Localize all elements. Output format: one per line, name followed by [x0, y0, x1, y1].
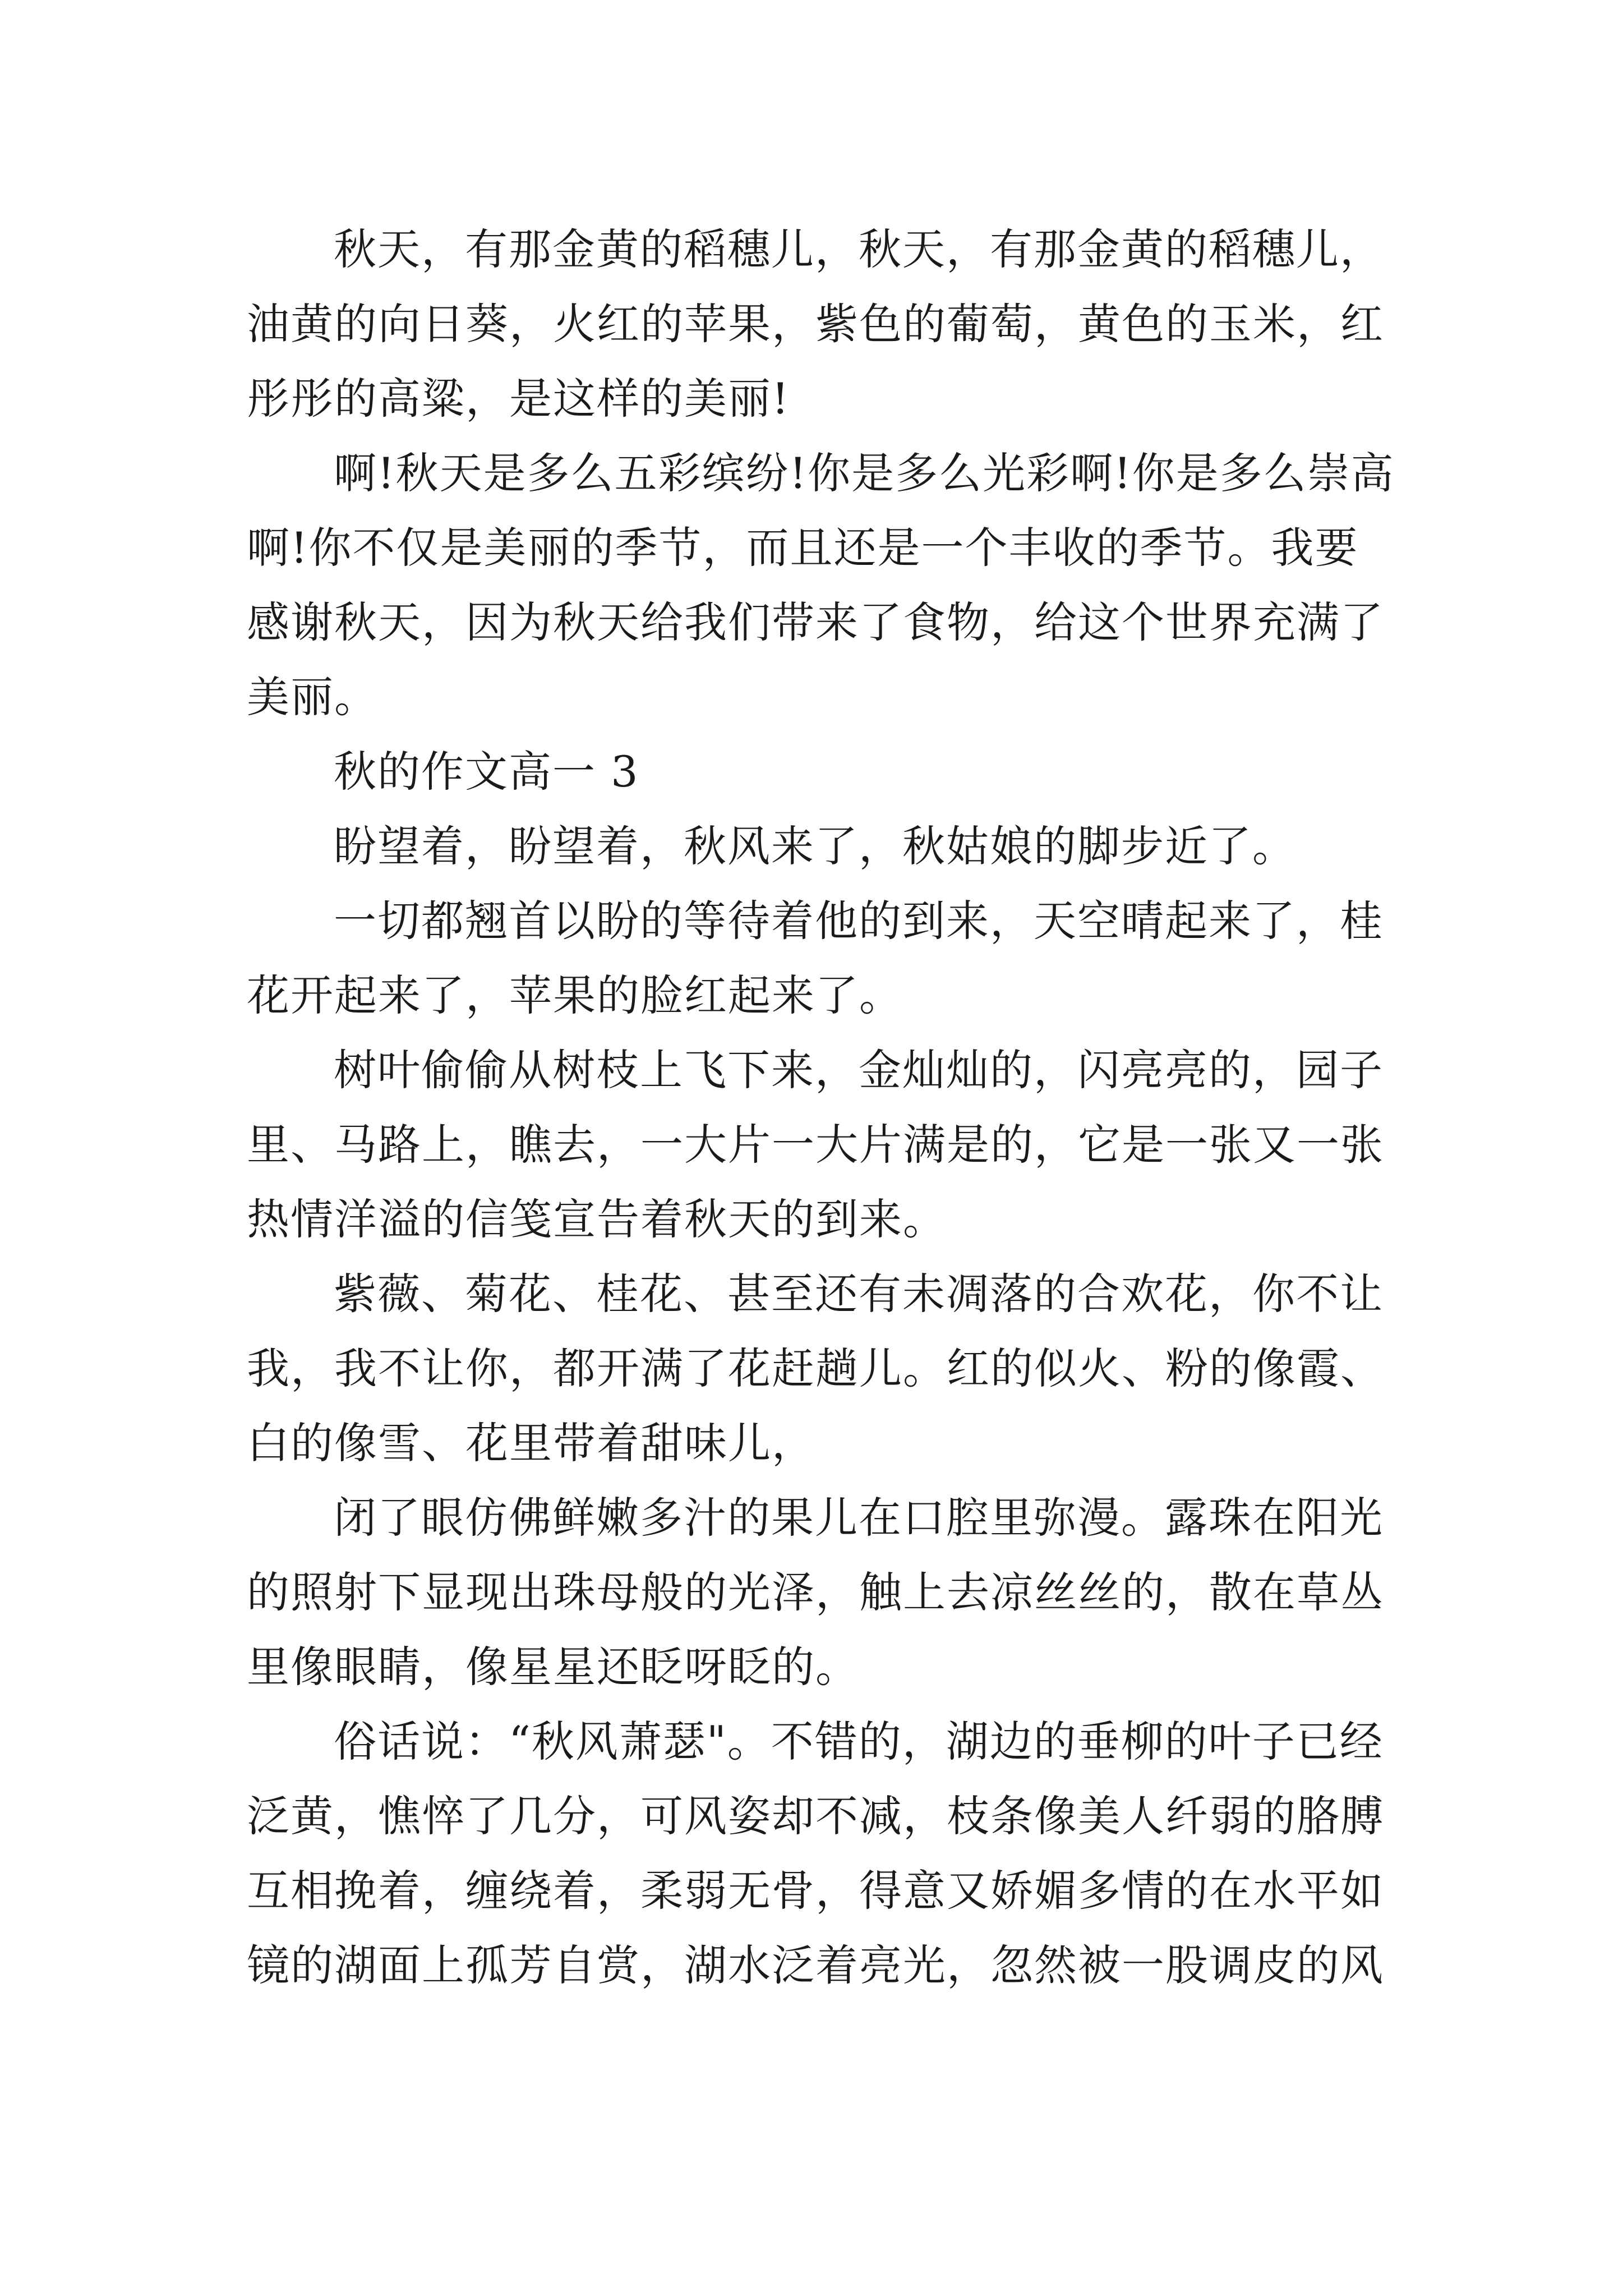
- paragraph-6: 紫薇、菊花、桂花、甚至还有未凋落的合欢花，你不让我，我不让你，都开满了花赶趟儿。红的似火、粉的像霞、白的像雪、花里带着甜味儿，: [247, 1269, 1384, 1468]
- section-heading: 秋的作文高一 3: [334, 747, 639, 797]
- paragraph-3: 盼望着，盼望着，秋风来了，秋姑娘的脚步近了。: [334, 821, 1296, 871]
- essay-body: [247, 212, 1396, 2003]
- paragraph-1: 秋天，有那金黄的稻穗儿，秋天，有那金黄的稻穗儿，油黄的向日葵，火红的苹果，紫色的葡萄，黄色的玉米，红彤彤的高粱，是这样的美丽!: [247, 224, 1384, 424]
- paragraph-4: 一切都翘首以盼的等待着他的到来，天空晴起来了，桂花开起来了，苹果的脸红起来了。: [247, 896, 1384, 1020]
- paragraph-5: 树叶偷偷从树枝上飞下来，金灿灿的，闪亮亮的，园子里、马路上，瞧去，一大片一大片满是的，它是一张又一张热情洋溢的信笺宣告着秋天的到来。: [247, 1045, 1384, 1244]
- paragraph-7: 闭了眼仿佛鲜嫩多汁的果儿在口腔里弥漫。露珠在阳光的照射下显现出珠母般的光泽，触上去凉丝丝的，散在草丛里像眼睛，像星星还眨呀眨的。: [247, 1493, 1384, 1692]
- paragraph-2: 啊!秋天是多么五彩缤纷!你是多么光彩啊!你是多么崇高啊!你不仅是美丽的季节，而且还是一个丰收的季节。我要感谢秋天，因为秋天给我们带来了食物，给这个世界充满了美丽。: [247, 448, 1395, 722]
- paragraph-8: 俗话说：“秋风萧瑟"。不错的，湖边的垂柳的叶子已经泛黄，憔悴了几分，可风姿却不减，枝条像美人纤弱的胳膊互相挽着，缠绕着，柔弱无骨，得意又娇媚多情的在水平如镜的湖面上孤芳自赏，湖水泛着亮光，忽然被一股调皮的风: [247, 1717, 1384, 1990]
